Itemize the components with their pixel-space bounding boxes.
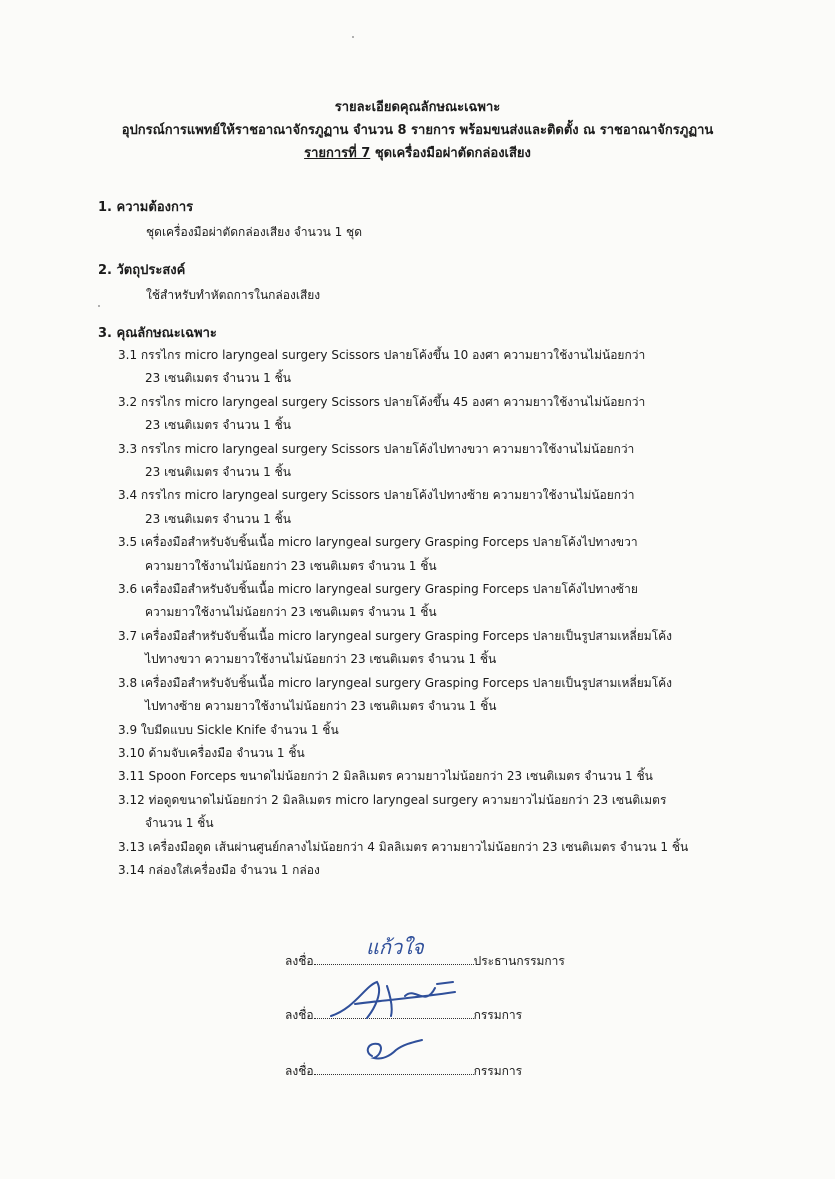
spec-line: 3.3 กรรไกร micro laryngeal surgery Scissors ปลายโค้งไปทางขวา ความยาวใช้งานไม่น้อยกว่า	[118, 441, 635, 456]
spec-line-cont: ความยาวใช้งานไม่น้อยกว่า 23 เซนติเมตร จำนวน 1 ชิ้น	[145, 605, 437, 620]
sign-role: กรรมการ	[473, 1064, 523, 1078]
spec-item	[118, 531, 758, 578]
spec-item	[118, 859, 758, 882]
section-3-title: 3. คุณลักษณะเฉพาะ	[98, 326, 217, 341]
spec-item	[118, 789, 758, 836]
spec-item	[118, 578, 758, 625]
spec-line: 3.9 ใบมีดแบบ Sickle Knife จำนวน 1 ชิ้น	[118, 722, 339, 737]
spec-line: 3.13 เครื่องมือดูด เส้นผ่านศูนย์กลางไม่น้อยกว่า 4 มิลลิเมตร ความยาวไม่น้อยกว่า 23 เซนติเมตร จำนวน 1 ชิ้น	[118, 839, 689, 854]
spec-item	[118, 438, 758, 485]
spec-item	[118, 719, 758, 742]
spec-item	[118, 742, 758, 765]
scan-speck	[98, 305, 100, 307]
spec-item	[118, 836, 758, 859]
section-1-title: 1. ความต้องการ	[98, 200, 194, 215]
handwritten-signature-chair	[362, 932, 442, 962]
signature-stroke	[331, 982, 455, 1018]
item-number: รายการที่ 7	[304, 146, 371, 161]
section-2-title: 2. วัตถุประสงค์	[98, 263, 186, 278]
sign-role: ประธานกรรมการ	[473, 954, 565, 968]
spec-line: 3.8 เครื่องมือสำหรับจับชิ้นเนื้อ micro laryngeal surgery Grasping Forceps ปลายเป็นรูปสามเหลี่ยมโค้ง	[118, 675, 673, 690]
signature-text: แก้วใจ	[366, 935, 424, 959]
spec-item	[118, 391, 758, 438]
section-2-body: ใช้สำหรับทำหัตถการในกล่องเสียง	[146, 288, 321, 302]
spec-line: 3.12 ท่อดูดขนาดไม่น้อยกว่า 2 มิลลิเมตร micro laryngeal surgery ความยาวไม่น้อยกว่า 23 เซนติเมตร	[118, 792, 667, 807]
spec-line: 3.4 กรรไกร micro laryngeal surgery Scissors ปลายโค้งไปทางซ้าย ความยาวใช้งานไม่น้อยกว่า	[118, 488, 635, 503]
spec-line-cont: 23 เซนติเมตร จำนวน 1 ชิ้น	[145, 418, 291, 433]
sign-role: กรรมการ	[473, 1008, 523, 1022]
spec-item	[118, 765, 758, 788]
spec-line-cont: 23 เซนติเมตร จำนวน 1 ชิ้น	[145, 465, 291, 480]
spec-line: 3.6 เครื่องมือสำหรับจับชิ้นเนื้อ micro laryngeal surgery Grasping Forceps ปลายโค้งไปทางซ้าย	[118, 582, 638, 597]
document-title: รายละเอียดคุณลักษณะเฉพาะ	[334, 100, 501, 115]
spec-line: 3.2 กรรไกร micro laryngeal surgery Scissors ปลายโค้งขึ้น 45 องศา ความยาวใช้งานไม่น้อยกว่า	[118, 394, 646, 409]
spec-line: 3.1 กรรไกร micro laryngeal surgery Scissors ปลายโค้งขึ้น 10 องศา ความยาวใช้งานไม่น้อยกว่า	[118, 348, 646, 362]
scan-speck	[352, 36, 354, 38]
spec-line: 3.10 ด้ามจับเครื่องมือ จำนวน 1 ชิ้น	[118, 745, 305, 760]
item-heading	[0, 142, 835, 165]
spec-line: 3.5 เครื่องมือสำหรับจับชิ้นเนื้อ micro laryngeal surgery Grasping Forceps ปลายโค้งไปทางขวา	[118, 535, 638, 550]
spec-item	[118, 672, 758, 719]
document-subtitle: อุปกรณ์การแพทย์ให้ราชอาณาจักรภูฏาน จำนวน 8 รายการ พร้อมขนส่งและติดตั้ง ณ ราชอาณาจักรภูฏาน	[121, 123, 714, 138]
handwritten-signature-member-1	[325, 978, 475, 1026]
item-name: ชุดเครื่องมือผ่าตัดกล่องเสียง	[370, 146, 531, 161]
sign-prefix: ลงชื่อ	[285, 1008, 314, 1022]
spec-item	[118, 484, 758, 531]
spec-line-cont: ไปทางซ้าย ความยาวใช้งานไม่น้อยกว่า 23 เซนติเมตร จำนวน 1 ชิ้น	[145, 699, 497, 714]
spec-line-cont: 23 เซนติเมตร จำนวน 1 ชิ้น	[145, 371, 291, 386]
handwritten-signature-member-2	[360, 1030, 430, 1070]
document-header	[0, 96, 835, 165]
section-1-body: ชุดเครื่องมือผ่าตัดกล่องเสียง จำนวน 1 ชุด	[146, 225, 362, 239]
spec-item	[118, 625, 758, 672]
spec-line: 3.7 เครื่องมือสำหรับจับชิ้นเนื้อ micro laryngeal surgery Grasping Forceps ปลายเป็นรูปสามเหลี่ยมโค้ง	[118, 628, 673, 643]
spec-line-cont: ความยาวใช้งานไม่น้อยกว่า 23 เซนติเมตร จำนวน 1 ชิ้น	[145, 558, 437, 573]
spec-line: 3.11 Spoon Forceps ขนาดไม่น้อยกว่า 2 มิลลิเมตร ความยาวไม่น้อยกว่า 23 เซนติเมตร จำนวน 1 ชิ้น	[118, 769, 653, 784]
spec-line-cont: ไปทางขวา ความยาวใช้งานไม่น้อยกว่า 23 เซนติเมตร จำนวน 1 ชิ้น	[145, 652, 497, 667]
spec-line: 3.14 กล่องใส่เครื่องมือ จำนวน 1 กล่อง	[118, 862, 320, 877]
signature-stroke	[368, 1040, 422, 1059]
sign-prefix: ลงชื่อ	[285, 954, 314, 968]
spec-item	[118, 344, 758, 391]
spec-line-cont: จำนวน 1 ชิ้น	[145, 816, 214, 831]
spec-line-cont: 23 เซนติเมตร จำนวน 1 ชิ้น	[145, 511, 291, 526]
spec-list	[118, 344, 758, 882]
sign-prefix: ลงชื่อ	[285, 1064, 314, 1078]
